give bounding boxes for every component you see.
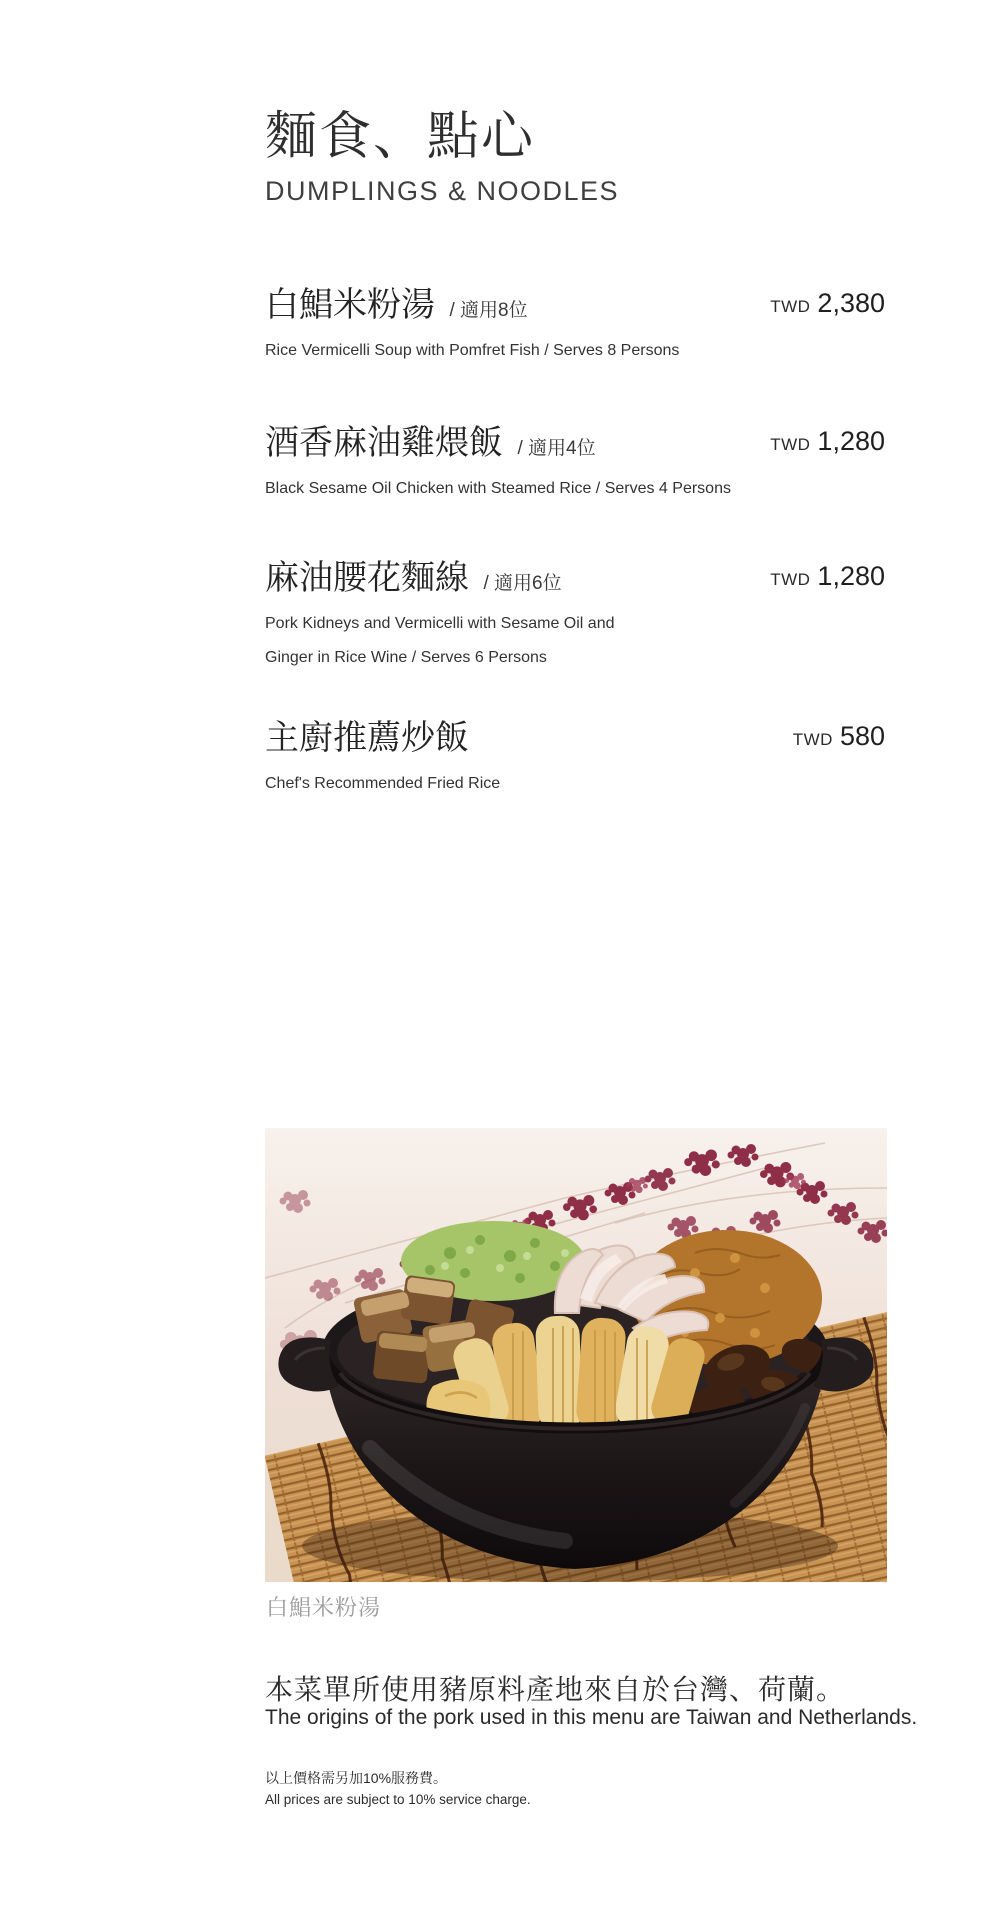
item-name-zh: 白鯧米粉湯 — [265, 286, 435, 324]
price-amount: 580 — [839, 721, 885, 751]
menu-item — [265, 716, 885, 801]
menu-item — [265, 421, 885, 506]
pork-origin-note-zh: 本菜單所使用豬原料產地來自於台灣、荷蘭。 — [265, 1674, 846, 1705]
photo-caption: 白鯧米粉湯 — [266, 1595, 382, 1620]
price-amount: 1,280 — [817, 426, 885, 456]
item-serving-note: / 適用6位 — [483, 573, 562, 594]
item-price — [793, 721, 885, 752]
item-price — [770, 561, 885, 592]
item-description: Chef's Recommended Fried Rice — [265, 775, 501, 792]
menu-item — [265, 283, 885, 368]
service-charge-note-zh: 以上價格需另加10%服務費。 — [265, 1770, 448, 1786]
menu-item — [265, 556, 885, 675]
item-name-zh: 麻油腰花麵線 — [265, 559, 469, 597]
item-description: Rice Vermicelli Soup with Pomfret Fish / Serves 8 Persons — [265, 342, 680, 359]
section-title-en: DUMPLINGS & NOODLES — [265, 176, 620, 206]
currency-label: TWD — [770, 570, 811, 589]
item-name-zh: 酒香麻油雞煨飯 — [265, 424, 503, 462]
price-amount: 1,280 — [817, 561, 885, 591]
section-title-zh: 麵食、點心 — [265, 108, 536, 166]
item-price — [770, 288, 885, 319]
item-description: Pork Kidneys and Vermicelli with Sesame Oil and — [265, 615, 615, 632]
pork-origin-note-en: The origins of the pork used in this menu are Taiwan and Netherlands. — [265, 1706, 918, 1729]
item-description: Ginger in Rice Wine / Serves 6 Persons — [265, 649, 547, 666]
section-header — [265, 108, 619, 207]
item-serving-note: / 適用4位 — [517, 438, 596, 459]
dish-photo — [265, 1128, 887, 1582]
item-price — [770, 426, 885, 457]
currency-label: TWD — [792, 730, 833, 749]
item-name-zh: 主廚推薦炒飯 — [265, 719, 469, 757]
item-description: Black Sesame Oil Chicken with Steamed Rice / Serves 4 Persons — [265, 480, 731, 497]
service-charge-note-en: All prices are subject to 10% service charge. — [265, 1792, 531, 1807]
item-serving-note: / 適用8位 — [449, 300, 528, 321]
currency-label: TWD — [770, 435, 811, 454]
price-amount: 2,380 — [817, 288, 885, 318]
currency-label: TWD — [770, 297, 811, 316]
